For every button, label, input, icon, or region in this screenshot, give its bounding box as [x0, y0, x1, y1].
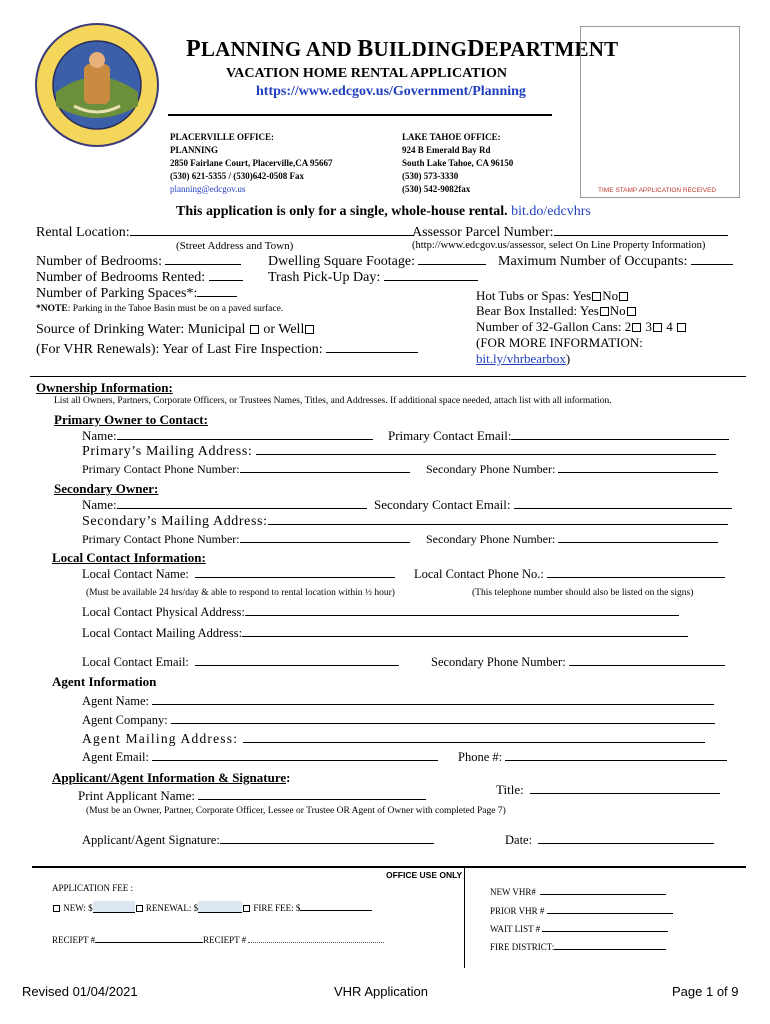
local-contact-phone-field[interactable]: Local Contact Phone No.:	[414, 567, 725, 582]
local-contact-heading: Local Contact Information:	[52, 550, 206, 565]
office-use-rule	[32, 866, 746, 868]
signature-field[interactable]: Applicant/Agent Signature:	[82, 833, 434, 848]
water-municipal-checkbox[interactable]	[250, 325, 259, 334]
local-physical-field[interactable]: Local Contact Physical Address:	[82, 605, 679, 620]
water-source-field[interactable]: Source of Drinking Water: Municipal or Well	[36, 322, 315, 338]
bear-box-field[interactable]: Bear Box Installed: Yes No	[476, 303, 637, 319]
local-email-field[interactable]: Local Contact Email:	[82, 655, 399, 670]
time-stamp-label: TIME STAMP APPLICATION RECEIVED	[598, 187, 717, 194]
cans-4-checkbox[interactable]	[677, 323, 686, 332]
signer-note: (Must be an Owner, Partner, Corporate Officer, Lessee or Trustee OR Agent of Owner with completed Page 7)	[86, 806, 506, 816]
agent-company-field[interactable]: Agent Company:	[82, 713, 715, 728]
date-field[interactable]: Date:	[505, 833, 714, 848]
local-mailing-field[interactable]: Local Contact Mailing Address:	[82, 626, 688, 641]
section-rule	[30, 376, 746, 377]
receipt2-input[interactable]	[248, 932, 384, 943]
receipt-row: RECIEPT # RECIEPT #	[52, 932, 384, 945]
apn-field[interactable]: Assessor Parcel Number:	[412, 225, 728, 241]
single-rental-notice: This application is only for a single, whole-house rental. bit.do/edcvhrs	[176, 204, 591, 219]
fire-fee-input[interactable]	[300, 900, 372, 911]
hot-tubs-no-checkbox[interactable]	[619, 292, 628, 301]
revised-date: Revised 01/04/2021	[22, 984, 138, 999]
time-stamp-box	[580, 26, 740, 198]
title-field[interactable]: Title:	[496, 782, 720, 798]
secondary-owner-heading: Secondary Owner:	[54, 481, 159, 496]
new-checkbox[interactable]	[53, 905, 60, 912]
planning-url[interactable]: https://www.edcgov.us/Government/Planning	[256, 84, 526, 99]
more-info: (FOR MORE INFORMATION: bit.ly/vhrbearbox)	[476, 335, 643, 366]
new-fee-input[interactable]	[93, 901, 135, 913]
office-use-divider	[464, 866, 465, 968]
placerville-office: PLACERVILLE OFFICE: PLANNING 2850 Fairlane Court, Placerville,CA 95667 (530) 621-5355 / (530)642-0508 Fax planning@edcgov.us	[170, 132, 333, 194]
primary-owner-heading: Primary Owner to Contact:	[54, 412, 208, 427]
ownership-heading: Ownership Information:	[36, 380, 173, 395]
ownership-instructions: List all Owners, Partners, Corporate Officers, or Trustees Names, Titles, and Addresses. If additional space needed, attach list with all information.	[54, 396, 612, 406]
header-rule	[168, 114, 552, 116]
tahoe-office: LAKE TAHOE OFFICE: 924 B Emerald Bay Rd South Lake Tahoe, CA 96150 (530) 573-3330 (530) 542-9082fax	[402, 132, 514, 194]
renewal-checkbox[interactable]	[136, 905, 143, 912]
county-seal	[34, 22, 160, 148]
fee-row: NEW: $ RENEWAL: $ FIRE FEE: $	[52, 900, 372, 913]
form-subtitle: VACATION HOME RENTAL APPLICATION	[226, 66, 507, 81]
page-title: PLANNING AND BUILDINGDEPARTMENT	[186, 36, 619, 62]
primary-secondary-phone-field[interactable]: Secondary Phone Number:	[426, 462, 718, 477]
secondary-email-field[interactable]: Secondary Contact Email:	[374, 497, 732, 513]
renewal-fee-input[interactable]	[198, 901, 242, 913]
office-use-heading: OFFICE USE ONLY	[386, 870, 463, 880]
new-vhr-field[interactable]: NEW VHR#	[490, 884, 666, 897]
local-secondary-phone-field[interactable]: Secondary Phone Number:	[431, 655, 725, 670]
application-fee-label: APPLICATION FEE :	[52, 883, 134, 893]
street-hint: (Street Address and Town)	[176, 240, 294, 252]
phone-note: (This telephone number should also be listed on the signs)	[472, 588, 694, 598]
secondary-secondary-phone-field[interactable]: Secondary Phone Number:	[426, 532, 718, 547]
vhr-link[interactable]: bit.do/edcvhrs	[511, 204, 591, 219]
primary-mailing-field[interactable]: Primary’s Mailing Address:	[82, 444, 716, 460]
prior-vhr-field[interactable]: PRIOR VHR #	[490, 903, 673, 916]
bedrooms-field[interactable]: Number of Bedrooms:	[36, 254, 241, 270]
hot-tubs-field[interactable]: Hot Tubs or Spas: Yes No	[476, 288, 629, 304]
parking-note: *NOTE: Parking in the Tahoe Basin must be on a paved surface.	[36, 304, 284, 314]
signature-heading: Applicant/Agent Information & Signature:	[52, 770, 291, 785]
placerville-email[interactable]: planning@edcgov.us	[170, 184, 246, 194]
agent-name-field[interactable]: Agent Name:	[82, 694, 714, 709]
fire-fee-checkbox[interactable]	[243, 905, 250, 912]
hot-tubs-yes-checkbox[interactable]	[592, 292, 601, 301]
bear-box-yes-checkbox[interactable]	[600, 307, 609, 316]
fire-inspection-field[interactable]: (For VHR Renewals): Year of Last Fire Inspection:	[36, 342, 418, 358]
secondary-mailing-field[interactable]: Secondary’s Mailing Address:	[82, 514, 728, 530]
cans-field[interactable]: Number of 32-Gallon Cans: 2 3 4	[476, 319, 687, 335]
water-well-checkbox[interactable]	[305, 325, 314, 334]
agent-phone-field[interactable]: Phone #:	[458, 750, 727, 765]
trash-day-field[interactable]: Trash Pick-Up Day:	[268, 270, 478, 286]
bedrooms-rented-field[interactable]: Number of Bedrooms Rented:	[36, 270, 243, 286]
footer-title: VHR Application	[334, 984, 428, 999]
agent-email-field[interactable]: Agent Email:	[82, 750, 438, 765]
primary-phone-field[interactable]: Primary Contact Phone Number:	[82, 462, 410, 477]
apn-hint: (http://www.edcgov.us/assessor, select On Line Property Information)	[412, 240, 706, 251]
bear-box-link[interactable]: bit.ly/vhrbearbox	[476, 351, 566, 366]
page-number: Page 1 of 9	[672, 984, 739, 999]
secondary-name-field[interactable]: Name:	[82, 497, 367, 513]
availability-note: (Must be available 24 hrs/day & able to respond to rental location within ½ hour)	[86, 588, 395, 598]
bear-box-no-checkbox[interactable]	[627, 307, 636, 316]
rental-location-field[interactable]: Rental Location:	[36, 225, 414, 241]
parking-field[interactable]: Number of Parking Spaces*:	[36, 286, 237, 302]
receipt1-input[interactable]	[95, 932, 203, 943]
primary-email-field[interactable]: Primary Contact Email:	[388, 428, 729, 444]
local-contact-name-field[interactable]: Local Contact Name:	[82, 567, 395, 582]
agent-heading: Agent Information	[52, 674, 157, 689]
agent-mailing-field[interactable]: Agent Mailing Address:	[82, 731, 705, 747]
wait-list-field[interactable]: WAIT LIST #	[490, 921, 668, 934]
cans-2-checkbox[interactable]	[632, 323, 641, 332]
cans-3-checkbox[interactable]	[653, 323, 662, 332]
sqft-field[interactable]: Dwelling Square Footage:	[268, 254, 486, 270]
fire-district-field[interactable]: FIRE DISTRICT:	[490, 939, 666, 952]
primary-name-field[interactable]: Name:	[82, 428, 373, 444]
print-name-field[interactable]: Print Applicant Name:	[78, 788, 426, 804]
max-occupants-field[interactable]: Maximum Number of Occupants:	[498, 254, 733, 270]
secondary-phone-field[interactable]: Primary Contact Phone Number:	[82, 532, 410, 547]
